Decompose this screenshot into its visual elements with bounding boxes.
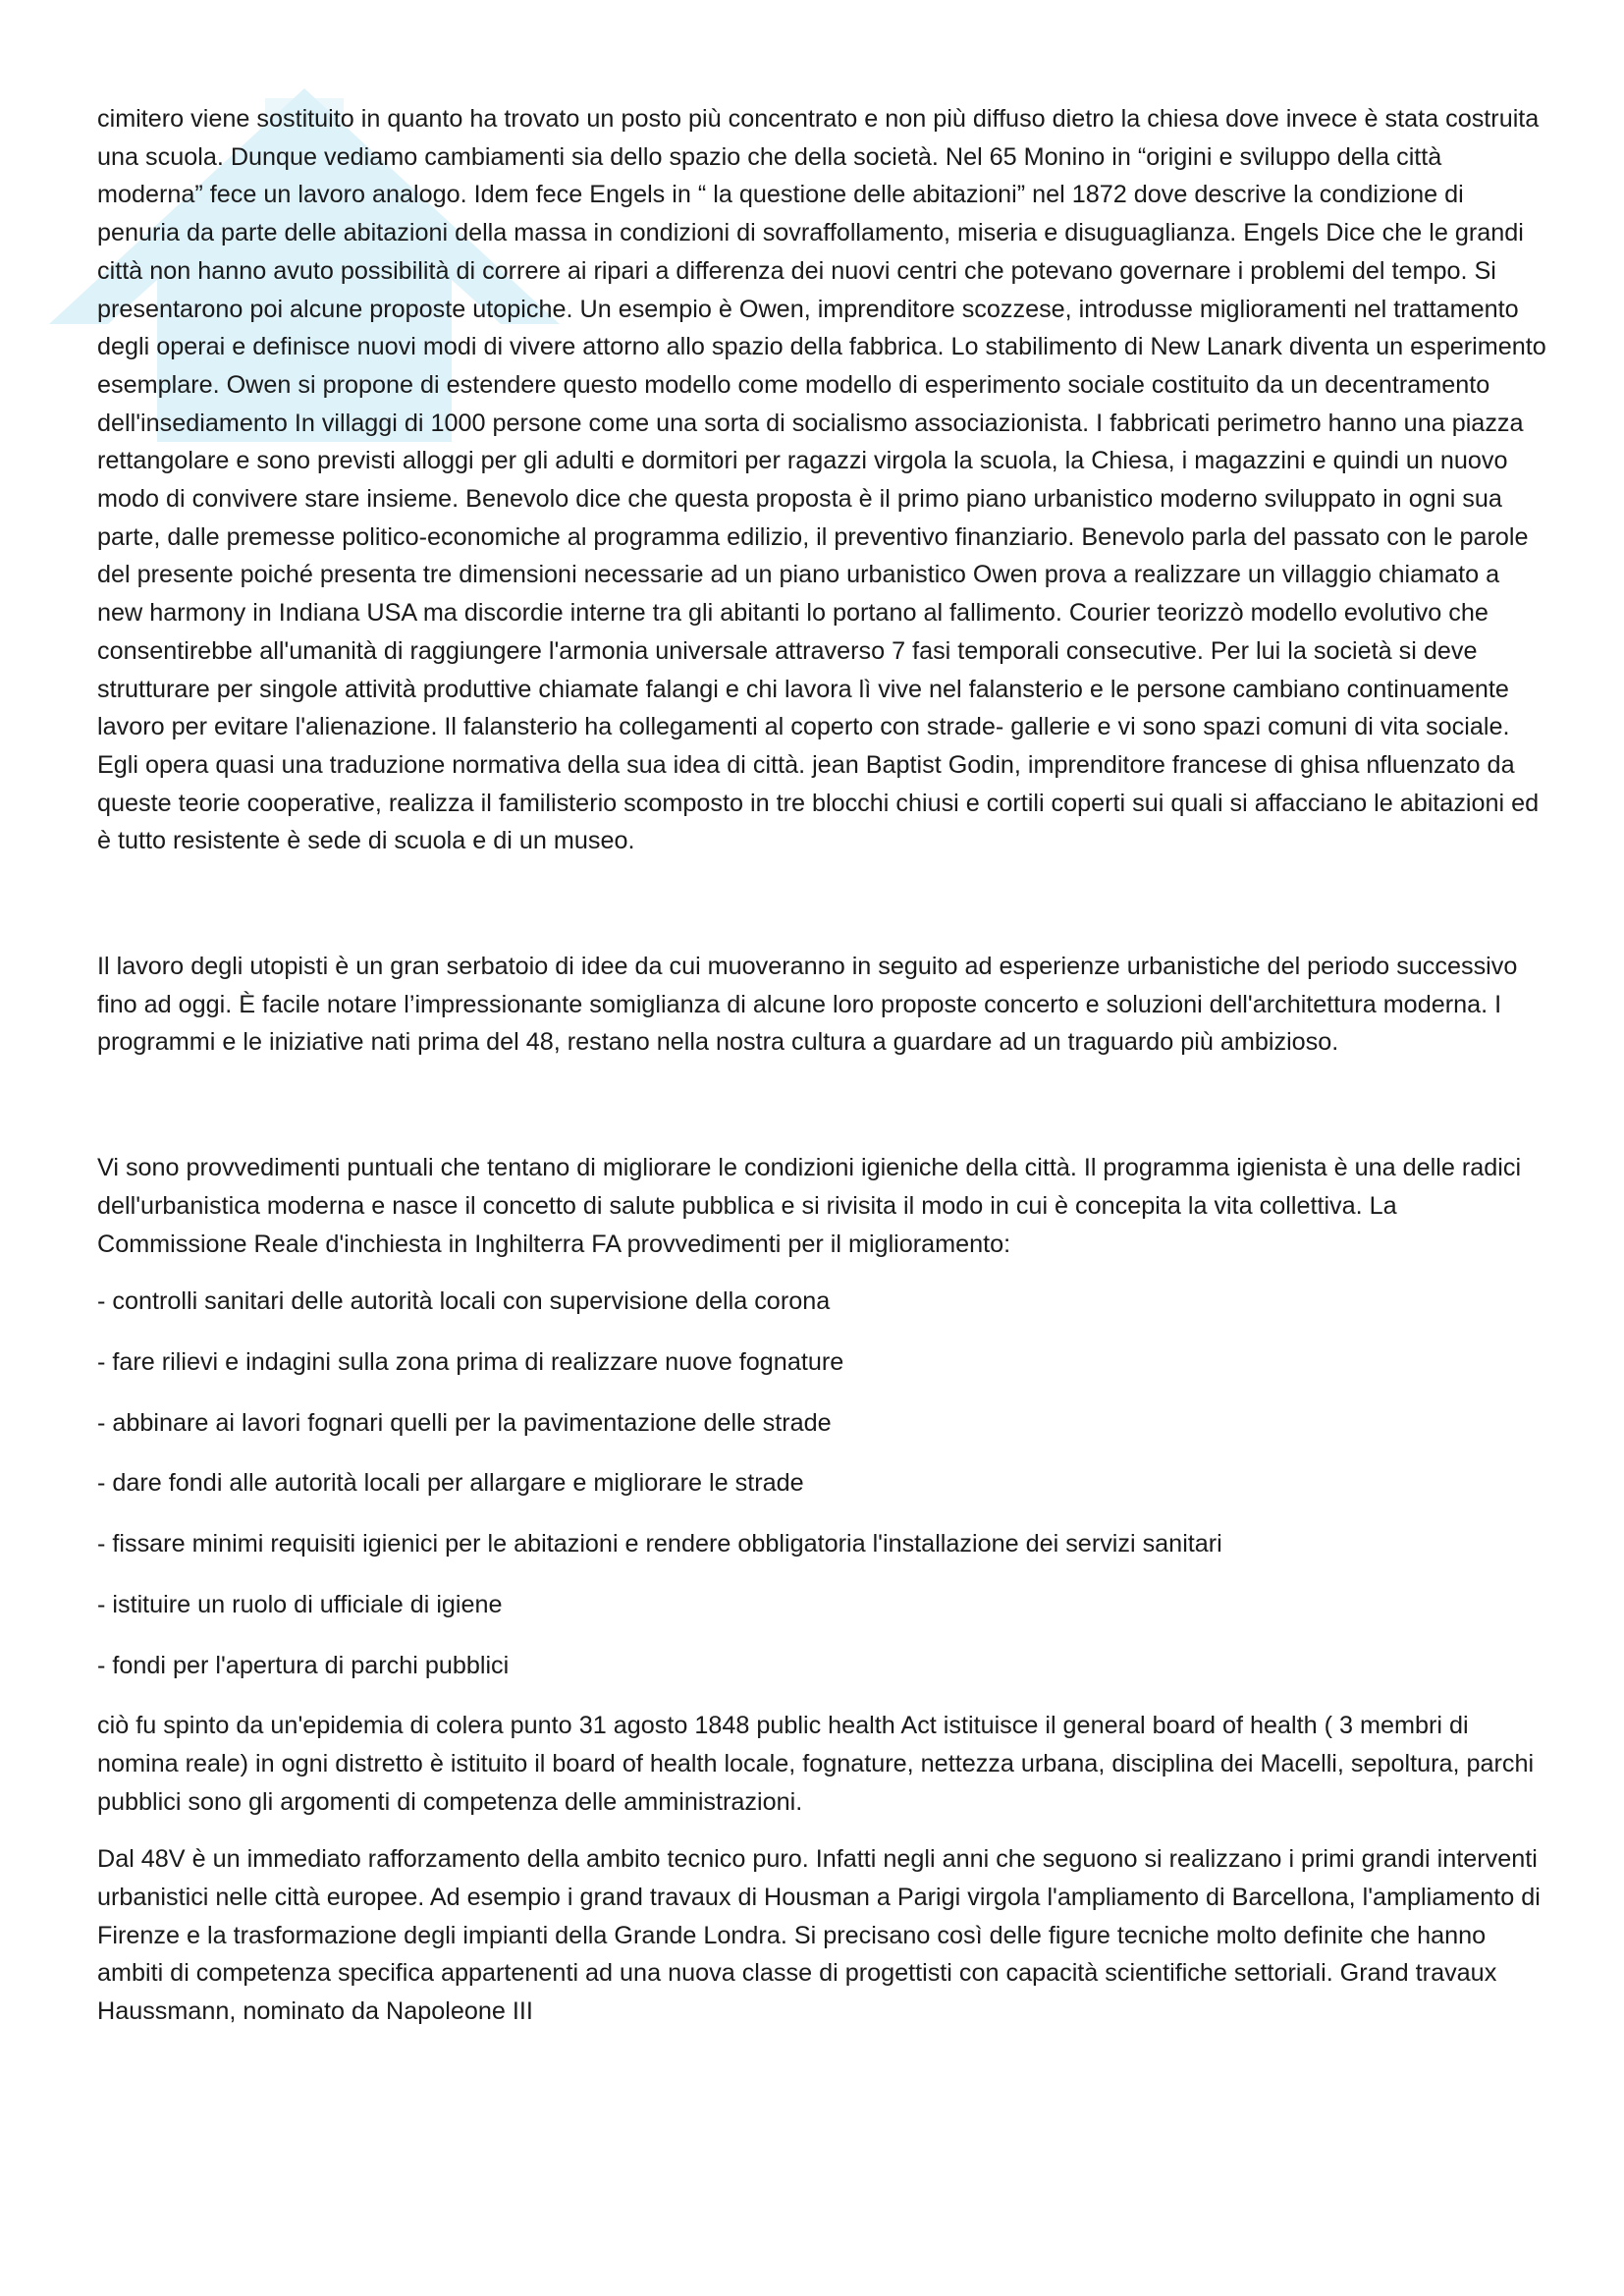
list-item: - controlli sanitari delle autorità locali con supervisione della corona [97, 1287, 831, 1316]
paragraph-utopian-proposals: cimitero viene sostituito in quanto ha trovato un posto più concentrato e non più diffuso dietro la chiesa dove invece è stata costruita una scuola. Dunque vediamo cambiamenti sia dello spazio che della società. Nel 65 Monino in “origini e sviluppo della città moderna” fece un lavoro analogo. Idem fece Engels in “ la questione delle abitazioni” nel 1872 dove descrive la condizione di penuria da parte delle abitazioni della massa in condizioni di sovraffollamento, miseria e disuguaglianza. Engels Dice che le grandi città non hanno avuto possibilità di correre ai ripari a differenza dei nuovi centri che potevano governare i problemi del tempo. Si presentarono poi alcune proposte utopiche. Un esempio è Owen, imprenditore scozzese, introdusse miglioramenti nel trattamento degli operai e definisce nuovi modi di vivere attorno allo spazio della fabbrica. Lo stabilimento di New Lanark diventa un esperimento esemplare. Owen si propone di estendere questo modello come modello di esperimento sociale costituito da un decentramento dell'insediamento In villaggi di 1000 persone come una sorta di socialismo associazionista. I fabbricati perimetro hanno una piazza rettangolare e sono previsti alloggi per gli adulti e dormitori per ragazzi virgola la scuola, la Chiesa, i magazzini e quindi un nuovo modo di convivere stare insieme. Benevolo dice che questa proposta è il primo piano urbanistico moderno sviluppato in ogni sua parte, dalle premesse politico-economiche al programma edilizio, il preventivo finanziario. Benevolo parla del passato con le parole del presente poiché presenta tre dimensioni necessarie ad un piano urbanistico Owen prova a realizzare un villaggio chiamato a new harmony in Indiana USA ma discordie interne tra gli abitanti lo portano al fallimento. Courier teorizzò modello evolutivo che consentirebbe all'umanità di raggiungere l'armonia universale attraverso 7 fasi temporali consecutive. Per lui la società si deve strutturare per singole attività produttive chiamate falangi e chi lavora lì vive nel falansterio e le persone cambiano continuamente lavoro per evitare l'alienazione. Il falansterio ha collegamenti al coperto con strade- gallerie e vi sono spazi comuni di vita sociale. Egli opera quasi una traduzione normativa della sua idea di città. jean Baptist Godin, imprenditore francese di ghisa nfluenzato da queste teorie cooperative, realizza il familisterio scomposto in tre blocchi chiusi e cortili coperti sui quali si affacciano le abitazioni ed è tutto resistente è sede di scuola e di un museo. [97, 105, 1546, 855]
paragraph-hygiene-program: Vi sono provvedimenti puntuali che tentano di migliorare le condizioni igieniche della città. Il programma igienista è una delle radici dell'urbanistica moderna e nasce il concetto di salute pubblica e si rivisita il modo in cui è concepita la vita collettiva. La Commissione Reale d'inchiesta in Inghilterra FA provvedimenti per il miglioramento: [97, 1154, 1522, 1258]
list-item: - istituire un ruolo di ufficiale di igiene [97, 1590, 503, 1618]
paragraph-utopian-legacy: Il lavoro degli utopisti è un gran serbatoio di idee da cui muoveranno in seguito ad esperienze urbanistiche del periodo successivo fino ad oggi. È facile notare l’impressionante somiglianza di alcune loro proposte concerto e soluzioni dell'architettura moderna. I programmi e le iniziative nati prima del 48, restano nella nostra cultura a guardare ad un traguardo più ambizioso. [97, 953, 1518, 1057]
hygiene-measures-list [97, 1283, 1550, 1684]
document-content [97, 100, 1550, 2031]
paragraph-grand-travaux: Dal 48V è un immediato rafforzamento della ambito tecnico puro. Infatti negli anni che seguono si realizzano i primi grandi interventi urbanistici nelle città europee. Ad esempio i grand travaux di Housman a Parigi virgola l'ampliamento di Barcellona, l'ampliamento di Firenze e la trasformazione degli impianti della Grande Londra. Si precisano così delle figure tecniche molto definite che hanno ambiti di competenza specifica appartenenti ad una nuova classe di progettisti con capacità scientifiche settoriali. Grand travaux Haussmann, nominato da Napoleone III [97, 1845, 1541, 2026]
list-item: - dare fondi alle autorità locali per allargare e migliorare le strade [97, 1469, 804, 1498]
list-item: - abbinare ai lavori fognari quelli per la pavimentazione delle strade [97, 1408, 832, 1437]
list-item: - fissare minimi requisiti igienici per le abitazioni e rendere obbligatoria l'installazione dei servizi sanitari [97, 1530, 1222, 1558]
paragraph-public-health-act: ciò fu spinto da un'epidemia di colera punto 31 agosto 1848 public health Act istituisce il general board of health ( 3 membri di nomina reale) in ogni distretto è istituito il board of health locale, fognature, nettezza urbana, disciplina dei Macelli, sepoltura, parchi pubblici sono gli argomenti di competenza delle amministrazioni. [97, 1712, 1535, 1816]
list-item: - fondi per l'apertura di parchi pubblici [97, 1651, 510, 1679]
list-item: - fare rilievi e indagini sulla zona prima di realizzare nuove fognature [97, 1347, 844, 1376]
